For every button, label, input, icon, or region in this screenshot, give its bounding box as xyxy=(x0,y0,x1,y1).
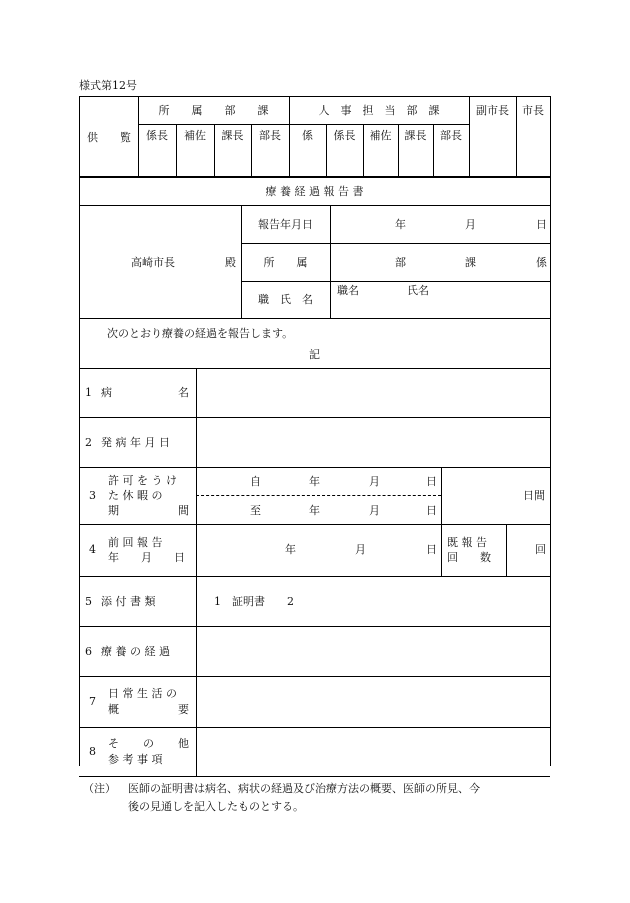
attachments-value: 1 証明書 2 xyxy=(214,595,294,608)
hr-role: 部長 xyxy=(440,129,462,142)
department-ka: 課 xyxy=(465,256,476,269)
item-3-number: 3 xyxy=(89,489,96,502)
hr-role: 補佐 xyxy=(369,129,392,142)
leave-from-label: 自 xyxy=(250,475,261,488)
department-label: 所 属 xyxy=(263,256,308,269)
leave-to-day: 日 xyxy=(426,504,437,517)
item-3-label-line3-b: 間 xyxy=(178,504,189,517)
report-date-month: 月 xyxy=(465,218,476,231)
dept-header: 所 属 部 課 xyxy=(158,104,269,117)
leave-to-month: 月 xyxy=(369,504,380,517)
count-unit: 回 xyxy=(535,543,546,556)
item-8-label-line1-a: そ xyxy=(108,737,119,750)
item-3-label-line1: 許 可 を う け xyxy=(108,474,177,487)
item-7-label-line1: 日 常 生 活 の xyxy=(108,687,177,700)
form-number: 様式第12号 xyxy=(79,79,137,92)
position-sub-label: 職名 xyxy=(337,284,359,297)
form-title: 療 養 経 過 報 告 書 xyxy=(265,185,364,198)
ki-label: 記 xyxy=(309,348,320,361)
previous-day: 日 xyxy=(426,543,437,556)
leave-days-unit: 日間 xyxy=(523,489,545,502)
item-5-label: 添 付 書 類 xyxy=(101,595,156,608)
intro-text: 次のとおり療養の経過を報告します。 xyxy=(107,327,294,340)
item-1-number: 1 xyxy=(85,386,92,399)
report-date-label: 報告年月日 xyxy=(258,218,313,231)
item-7-label-line2-a: 概 xyxy=(108,703,119,716)
approval-label: 供 覧 xyxy=(87,131,131,144)
item-8-label-line1-b: の xyxy=(143,737,154,750)
item-4-number: 4 xyxy=(89,543,96,556)
item-1-label-a: 病 xyxy=(101,386,112,399)
item-8-label-line1-c: 他 xyxy=(178,737,189,750)
department-bu: 部 xyxy=(395,256,406,269)
item-6-label: 療 養 の 経 過 xyxy=(101,645,170,658)
dept-role: 補佐 xyxy=(184,129,206,142)
item-2-label: 発 病 年 月 日 xyxy=(101,436,170,449)
leave-to-year: 年 xyxy=(309,504,320,517)
previous-year: 年 xyxy=(285,543,296,556)
department-kakari: 係 xyxy=(536,256,547,269)
vice-mayor-label: 副市長 xyxy=(476,104,509,117)
name-label: 職 氏 名 xyxy=(258,293,313,306)
item-4-label-line2: 年 月 日 xyxy=(108,551,185,564)
leave-from-month: 月 xyxy=(369,475,380,488)
note-label: （注） xyxy=(83,782,116,795)
item-3-label-line2: た 休 暇 の xyxy=(108,489,163,502)
hr-role: 係 xyxy=(302,129,313,142)
dept-role: 部長 xyxy=(259,129,281,142)
item-7-number: 7 xyxy=(89,695,96,708)
hr-role: 課長 xyxy=(404,129,427,142)
item-5-number: 5 xyxy=(85,595,92,608)
item-8-label-line2: 参 考 事 項 xyxy=(108,753,163,766)
report-date-year: 年 xyxy=(395,218,406,231)
name-sub-label: 氏名 xyxy=(407,284,429,297)
note-line2: 後の見通しを記入したものとする。 xyxy=(128,800,304,813)
item-4-label-line1: 前 回 報 告 xyxy=(108,536,163,549)
item-7-label-line2-b: 要 xyxy=(178,703,189,716)
report-date-day: 日 xyxy=(536,218,547,231)
hr-role: 係長 xyxy=(333,129,356,142)
count-label-line1: 既 報 告 xyxy=(447,536,487,549)
item-2-number: 2 xyxy=(85,436,92,449)
item-8-number: 8 xyxy=(89,745,96,758)
addressee-honorific: 殿 xyxy=(225,256,236,269)
leave-to-label: 至 xyxy=(250,504,261,517)
hr-header: 人 事 担 当 部 課 xyxy=(318,104,440,117)
leave-from-day: 日 xyxy=(426,475,437,488)
note-line1: 医師の証明書は病名、病状の経過及び治療方法の概要、医師の所見、今 xyxy=(128,782,480,795)
count-label-line2: 回 数 xyxy=(447,551,491,564)
item-1-label-b: 名 xyxy=(178,386,189,399)
dept-role: 課長 xyxy=(221,129,244,142)
previous-month: 月 xyxy=(355,543,366,556)
addressee-name: 高崎市長 xyxy=(131,256,175,269)
mayor-label: 市長 xyxy=(522,104,544,117)
dept-role: 係長 xyxy=(146,129,168,142)
item-3-label-line3-a: 期 xyxy=(108,504,119,517)
leave-from-year: 年 xyxy=(309,475,320,488)
item-6-number: 6 xyxy=(85,645,92,658)
